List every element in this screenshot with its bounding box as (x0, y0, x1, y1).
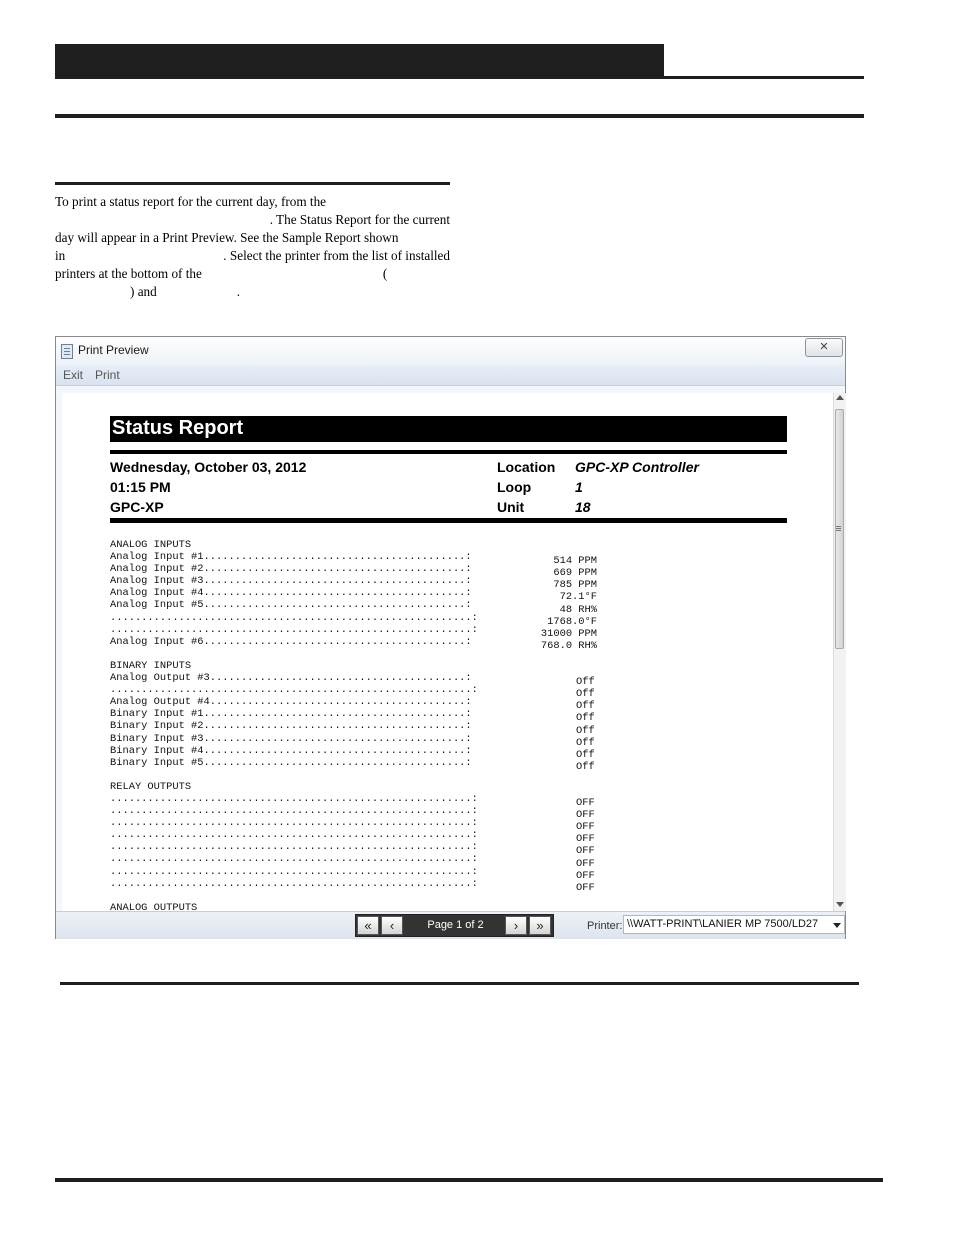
report-body (110, 539, 597, 911)
instructions-line-4b: . Select the printer from the list of installed (223, 248, 450, 263)
report-row-value: 669 PPM (553, 567, 597, 580)
page-navigator (355, 914, 554, 937)
report-row-value: Off (576, 688, 595, 701)
report-device: GPC-XP (110, 499, 164, 515)
unit-label: Unit (497, 499, 525, 515)
report-row (110, 696, 597, 713)
instructions-line-1: To print a status report for the current day, from the (55, 194, 327, 209)
window-title: Print Preview (78, 343, 149, 357)
report-row (110, 829, 597, 846)
report-row-value: OFF (576, 857, 595, 870)
loop-label: Loop (497, 479, 532, 495)
report-row-value: OFF (576, 845, 595, 858)
figure-bottom-rule (60, 982, 859, 985)
header-black-bar (55, 44, 664, 78)
report-row-value: Off (576, 724, 595, 737)
menu-bar (56, 365, 845, 386)
report-row-label: Analog Input #2..........................................: (110, 563, 472, 576)
section-heading: BINARY INPUTS (110, 659, 192, 672)
report-row (110, 841, 597, 858)
close-button[interactable]: ✕ (805, 338, 843, 357)
section-spacer (110, 769, 597, 781)
report-row-label: ..........................................................: (110, 841, 478, 854)
page-indicator: Page 1 of 2 (427, 919, 484, 931)
instructions-line-5b: ( (382, 266, 388, 281)
report-row (110, 732, 597, 749)
print-preview-window (55, 336, 846, 939)
report-row-value: Off (576, 712, 595, 725)
subheader-rule (55, 114, 864, 118)
instructions-line-2: . The Status Report for the current (269, 212, 450, 227)
report-row-label: Binary Input #3..........................................: (110, 732, 472, 745)
chevron-down-icon[interactable] (833, 923, 841, 928)
report-row (110, 708, 597, 725)
report-row (110, 817, 597, 834)
location-value: GPC-XP Controller (575, 459, 699, 475)
instructions-paragraph (55, 193, 450, 301)
report-title: Status Report (112, 417, 244, 439)
vertical-scrollbar[interactable] (833, 393, 846, 911)
report-row (110, 551, 597, 568)
printer-dropdown[interactable] (623, 915, 845, 934)
section-heading: ANALOG INPUTS (110, 539, 192, 551)
scroll-down-icon[interactable] (836, 902, 844, 907)
report-row (110, 623, 597, 640)
report-row-label: Binary Input #5..........................................: (110, 756, 472, 769)
report-row-value: Off (576, 748, 595, 761)
status-bar (56, 911, 845, 939)
report-row-label: ..........................................................: (110, 865, 478, 878)
report-row-value: OFF (576, 809, 595, 822)
unit-value: 18 (575, 499, 591, 515)
printer-label: Printer: (587, 920, 623, 932)
report-row-label: Binary Input #2..........................................: (110, 720, 472, 733)
report-row-value: OFF (576, 797, 595, 810)
footer-rule (55, 1178, 883, 1182)
report-row-value: 768.0 RH% (540, 639, 597, 652)
report-row (110, 563, 597, 580)
scroll-grip-icon (836, 526, 841, 527)
report-row-label: ..........................................................: (110, 805, 478, 818)
report-header-rule-top (110, 450, 787, 454)
instructions-line-6b: . (236, 284, 241, 299)
report-row (110, 611, 597, 628)
scroll-thumb[interactable] (835, 409, 844, 649)
report-row-value: 48 RH% (559, 603, 597, 616)
section-heading: RELAY OUTPUTS (110, 780, 192, 793)
last-page-button[interactable]: » (529, 916, 551, 935)
section-rule (55, 182, 450, 185)
report-row (110, 684, 597, 701)
printer-selected-value: \\WATT-PRINT\LANIER MP 7500/LD27 (627, 918, 819, 930)
report-row-value: OFF (576, 881, 595, 894)
report-time: 01:15 PM (110, 479, 171, 495)
scroll-up-icon[interactable] (836, 395, 844, 400)
instructions-line-3: day will appear in a Print Preview. See the Sample Report shown (55, 230, 399, 245)
report-row-value: Off (576, 736, 595, 749)
report-row-label: Analog Input #6..........................................: (110, 635, 472, 648)
report-row-label: ..........................................................: (110, 877, 478, 890)
report-row (110, 599, 597, 616)
report-row (110, 575, 597, 592)
window-titlebar[interactable] (56, 337, 845, 365)
report-row (110, 805, 597, 822)
report-row (110, 756, 597, 773)
report-row-label: ..........................................................: (110, 817, 478, 830)
section-heading: ANALOG OUTPUTS (110, 901, 198, 911)
report-row-label: ..........................................................: (110, 853, 478, 866)
menu-exit[interactable]: Exit (63, 368, 84, 382)
header-rule (55, 76, 864, 79)
report-row-value: OFF (576, 869, 595, 882)
report-row-label: ..........................................................: (110, 792, 478, 805)
next-page-button[interactable]: › (505, 916, 527, 935)
report-row-value: OFF (576, 833, 595, 846)
report-row (110, 853, 597, 870)
instructions-line-4a: in (55, 248, 66, 263)
report-preview-page (62, 393, 833, 911)
instructions-line-6a: ) and (130, 284, 157, 299)
report-date: Wednesday, October 03, 2012 (110, 459, 307, 475)
report-row (110, 587, 597, 604)
report-row (110, 792, 597, 810)
prev-page-button[interactable]: ‹ (381, 916, 403, 935)
report-row-label: Analog Input #1..........................................: (110, 551, 472, 564)
section-spacer (110, 890, 597, 902)
report-row-value: 785 PPM (553, 579, 597, 592)
report-row-label: ..........................................................: (110, 684, 478, 697)
report-row (110, 635, 597, 652)
report-row-value: 514 PPM (553, 555, 597, 568)
menu-print[interactable]: Print (95, 368, 120, 382)
report-row-value: Off (576, 676, 595, 689)
report-row-label: ..........................................................: (110, 623, 478, 636)
report-row (110, 865, 597, 882)
report-header-rule-bottom (110, 518, 787, 523)
report-row-label: Analog Input #3..........................................: (110, 575, 472, 588)
report-row-value: Off (576, 700, 595, 713)
report-row-label: Analog Input #5..........................................: (110, 599, 472, 612)
location-label: Location (497, 459, 556, 475)
report-row (110, 744, 597, 761)
report-row (110, 720, 597, 737)
report-row-label: ..........................................................: (110, 829, 478, 842)
report-row-value: OFF (576, 821, 595, 834)
instructions-line-5a: printers at the bottom of the (55, 266, 202, 281)
report-row (110, 672, 597, 689)
report-title-bar (110, 416, 787, 442)
report-row-label: Analog Output #3.........................................: (110, 672, 472, 685)
print-preview-icon (61, 344, 73, 359)
report-row-value: 72.1°F (559, 591, 597, 604)
report-row-label: Analog Output #4.........................................: (110, 696, 472, 709)
report-row-value: 31000 PPM (540, 627, 597, 640)
report-row-label: Analog Input #4..........................................: (110, 587, 472, 600)
report-row-value: 1768.0°F (547, 615, 597, 628)
report-row-value: Off (576, 760, 595, 773)
report-row-label: ..........................................................: (110, 611, 478, 624)
report-row-label: Binary Input #4..........................................: (110, 744, 472, 757)
report-row-label: Binary Input #1..........................................: (110, 708, 472, 721)
report-row (110, 877, 597, 894)
loop-value: 1 (575, 479, 583, 495)
first-page-button[interactable]: « (357, 916, 379, 935)
